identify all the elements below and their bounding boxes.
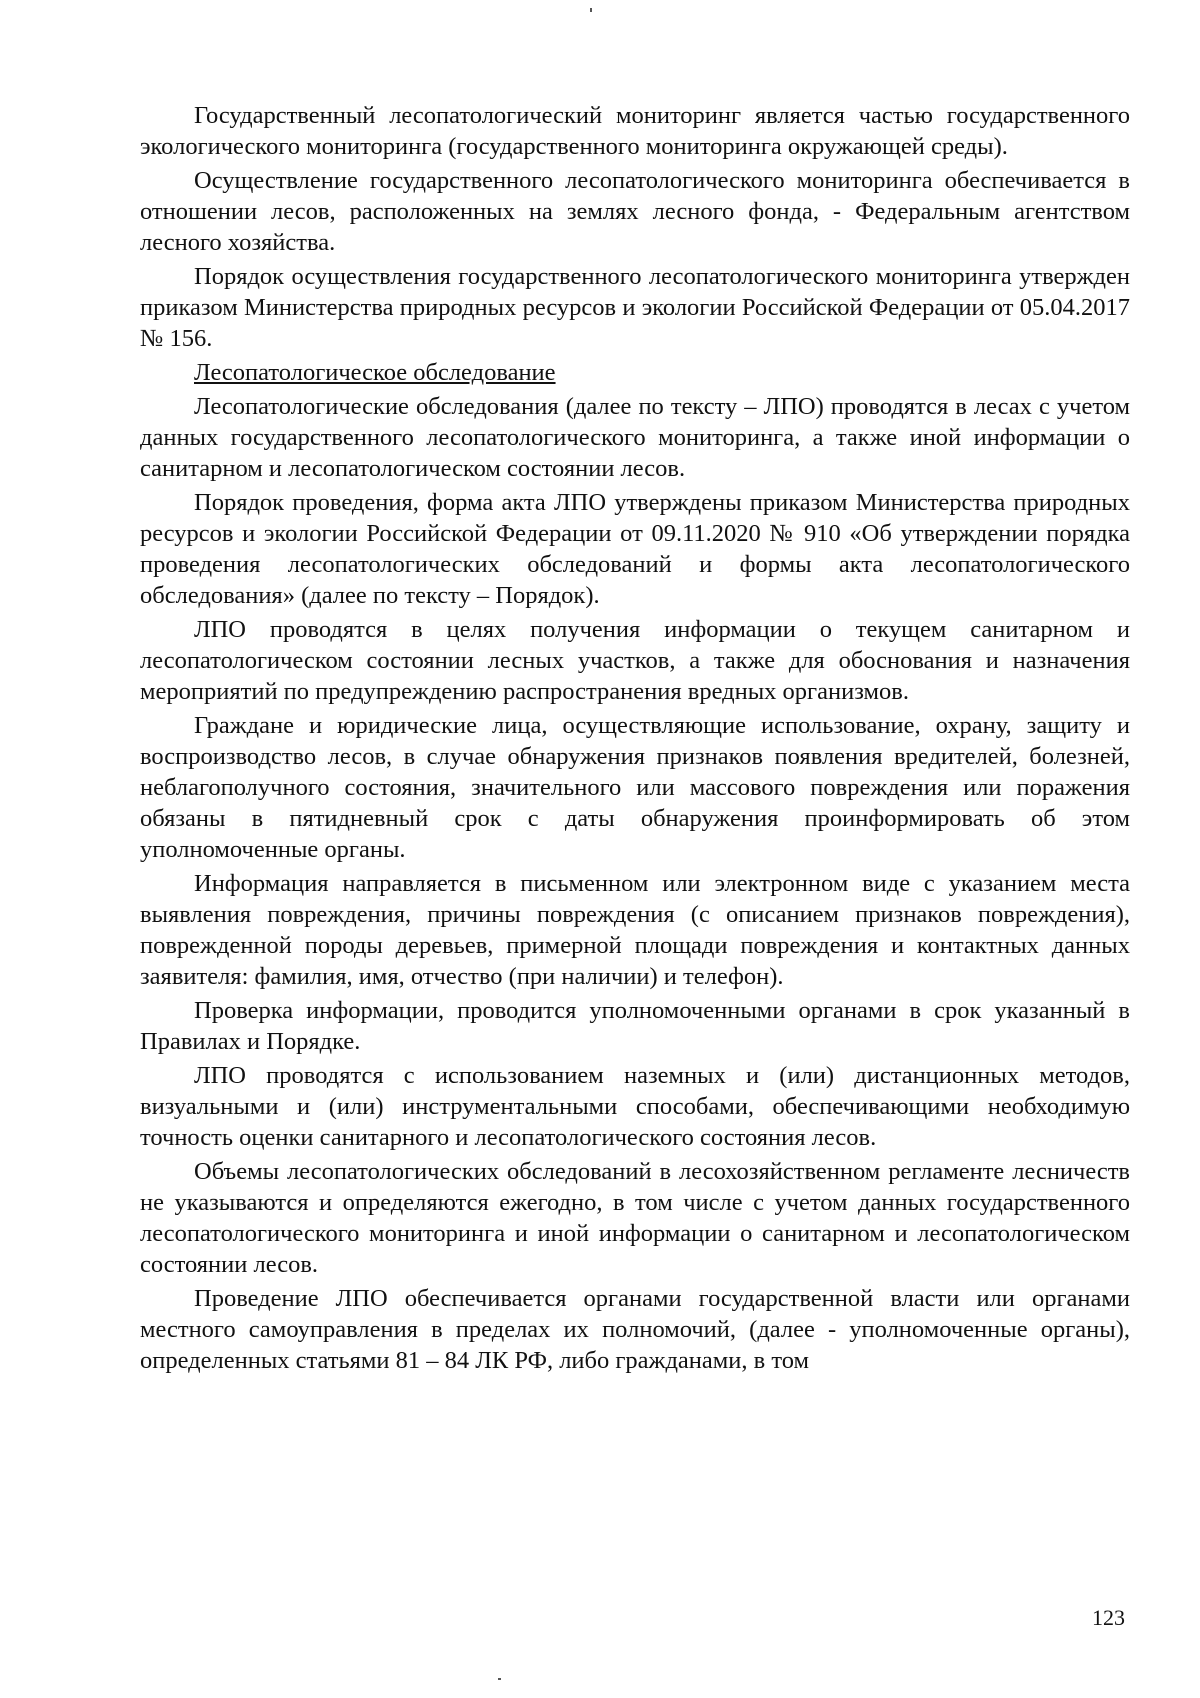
paragraph: Лесопатологические обследования (далее по тексту – ЛПО) проводятся в лесах с учетом данных государственного лесопатологического мониторинга, а также иной информации о санитарном и лесопатологическом состоянии лесов. — [140, 393, 1130, 482]
paragraph: Информация направляется в письменном или электронном виде с указанием места выявления повреждения, причины повреждения (с описанием признаков повреждения), поврежденной породы деревьев, примерной площади повреждения и контактных данных заявителя: фамилия, имя, отчество (при наличии) и телефон). — [140, 870, 1130, 990]
paragraph: Проведение ЛПО обеспечивается органами государственной власти или органами местного самоуправления в пределах их полномочий, (далее - уполномоченные органы), определенных статьями 81 – 84 ЛК РФ, либо гражданами, в том — [140, 1285, 1130, 1374]
paragraph: Порядок проведения, форма акта ЛПО утверждены приказом Министерства природных ресурсов и экологии Российской Федерации от 09.11.2020 № 910 «Об утверждении порядка проведения лесопатологических обследований и формы акта лесопатологического обследования» (далее по тексту – Порядок). — [140, 489, 1130, 609]
section-heading-wrapper — [140, 357, 1130, 388]
paragraph: Порядок осуществления государственного лесопатологического мониторинга утвержден приказом Министерства природных ресурсов и экологии Российской Федерации от 05.04.2017 № 156. — [140, 263, 1130, 352]
paragraph: Осуществление государственного лесопатологического мониторинга обеспечивается в отношении лесов, расположенных на землях лесного фонда, - Федеральным агентством лесного хозяйства. — [140, 167, 1130, 256]
paragraph: Объемы лесопатологических обследований в лесохозяйственном регламенте лесничеств не указываются и определяются ежегодно, в том числе с учетом данных государственного лесопатологического мониторинга и иной информации о санитарном и лесопатологическом состоянии лесов. — [140, 1158, 1130, 1278]
paragraph: ЛПО проводятся в целях получения информации о текущем санитарном и лесопатологическом состоянии лесных участков, а также для обоснования и назначения мероприятий по предупреждению распространения вредных организмов. — [140, 616, 1130, 705]
document-body — [140, 100, 1130, 1379]
paragraph: Государственный лесопатологический мониторинг является частью государственного экологического мониторинга (государственного мониторинга окружающей среды). — [140, 102, 1130, 160]
scan-artifact — [590, 8, 592, 12]
scan-artifact — [498, 1678, 501, 1680]
section-heading: Лесопатологическое обследование — [194, 359, 556, 386]
paragraph: ЛПО проводятся с использованием наземных и (или) дистанционных методов, визуальными и (или) инструментальными способами, обеспечивающими необходимую точность оценки санитарного и лесопатологического состояния лесов. — [140, 1062, 1130, 1151]
paragraph: Граждане и юридические лица, осуществляющие использование, охрану, защиту и воспроизводство лесов, в случае обнаружения признаков появления вредителей, болезней, неблагополучного состояния, значительного или массового повреждения или поражения обязаны в пятидневный срок с даты обнаружения проинформировать об этом уполномоченные органы. — [140, 712, 1130, 863]
page-number: 123 — [1092, 1605, 1125, 1630]
paragraph: Проверка информации, проводится уполномоченными органами в срок указанный в Правилах и Порядке. — [140, 997, 1130, 1055]
